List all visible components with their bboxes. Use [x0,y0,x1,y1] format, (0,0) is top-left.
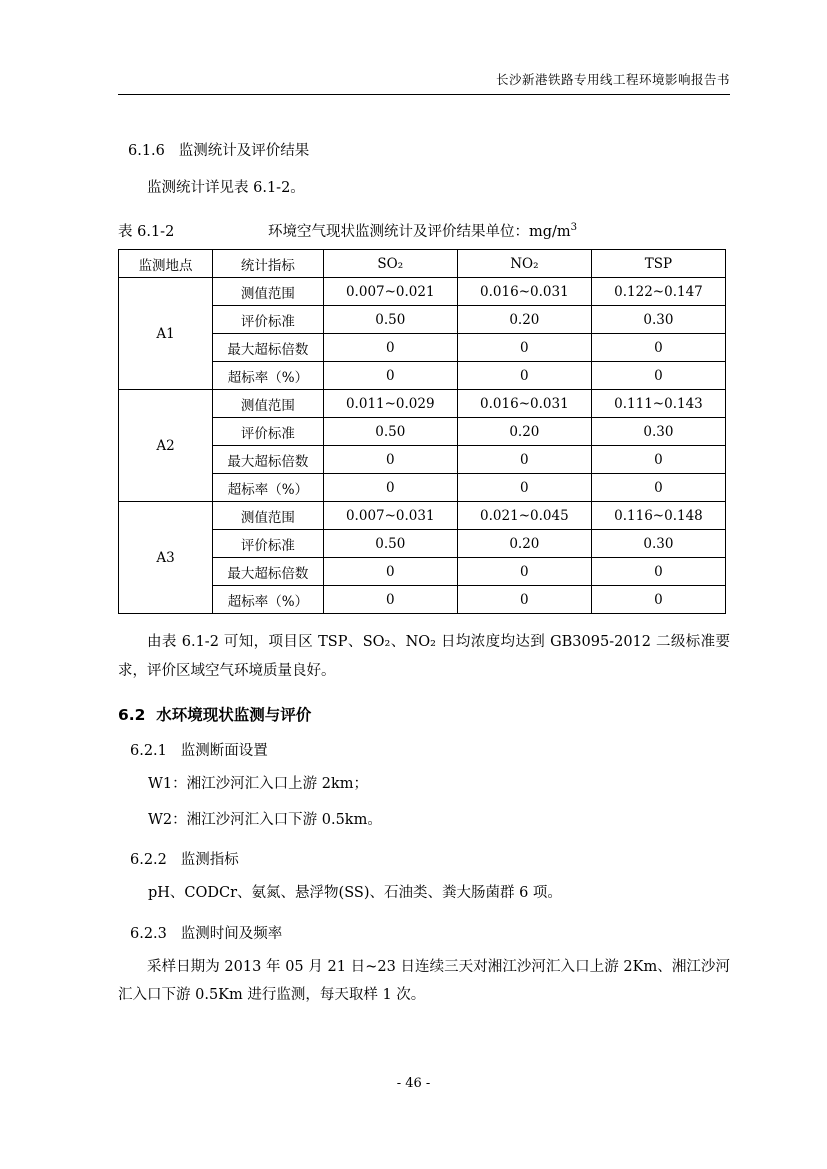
cell-tsp: 0 [591,334,725,362]
cell-so2: 0 [323,558,457,586]
page-footer [0,1076,827,1091]
section-heading-6-2-1 [130,739,730,760]
header-divider [118,94,730,95]
section-title: 监测断面设置 [180,742,268,759]
cell-no2: 0 [457,362,591,390]
page-content [118,70,730,1017]
cell-tsp: 0.30 [591,418,725,446]
section-title: 监测时间及频率 [180,925,283,942]
th-index: 统计指标 [213,250,324,278]
cell-no2: 0 [457,474,591,502]
section-number: 6.2.3 [130,925,167,942]
section-number: 6.1.6 [128,143,165,159]
cell-tsp: 0.30 [591,530,725,558]
air-quality-table [118,249,726,614]
cell-site: A3 [119,502,213,614]
cell-tsp: 0 [591,446,725,474]
cell-no2: 0 [457,334,591,362]
cell-index: 最大超标倍数 [213,334,324,362]
cell-index: 评价标准 [213,418,324,446]
section-number: 6.2 [118,705,146,724]
cell-tsp: 0 [591,558,725,586]
cell-so2: 0 [323,586,457,614]
cell-no2: 0.20 [457,306,591,334]
paragraph-monitoring-stats: 监测统计详见表 6.1-2。 [147,180,305,196]
section-title: 监测指标 [180,852,239,869]
cell-index: 最大超标倍数 [213,446,324,474]
cell-index: 评价标准 [213,530,324,558]
cell-no2: 0.021~0.045 [457,502,591,530]
paragraph-w2: W2：湘江沙河汇入口下游 0.5km。 [148,812,382,829]
cell-no2: 0.20 [457,530,591,558]
section-title: 水环境现状监测与评价 [156,705,312,724]
cell-index: 测值范围 [213,278,324,306]
cell-index: 最大超标倍数 [213,558,324,586]
table-row [119,502,726,530]
cell-so2: 0.007~0.031 [323,502,457,530]
cell-tsp: 0 [591,474,725,502]
table-label: 表 6.1-2 [118,224,175,241]
running-header: 长沙新港铁路专用线工程环境影响报告书 [495,72,730,87]
cell-site: A1 [119,278,213,390]
cell-so2: 0.007~0.021 [323,278,457,306]
th-so2: SO₂ [323,250,457,278]
cell-no2: 0.016~0.031 [457,390,591,418]
th-tsp: TSP [591,250,725,278]
cell-index: 测值范围 [213,502,324,530]
paragraph-monitoring-indices: pH、CODCr、氨氮、悬浮物(SS)、石油类、粪大肠菌群 6 项。 [148,885,562,902]
table-header-row [119,250,726,278]
cell-tsp: 0.111~0.143 [591,390,725,418]
cell-no2: 0.016~0.031 [457,278,591,306]
cell-no2: 0 [457,558,591,586]
cell-so2: 0.50 [323,530,457,558]
section-number: 6.2.2 [130,852,167,869]
cell-no2: 0 [457,586,591,614]
cell-index: 测值范围 [213,390,324,418]
cell-so2: 0.011~0.029 [323,390,457,418]
cell-tsp: 0 [591,362,725,390]
cell-so2: 0 [323,334,457,362]
cell-no2: 0 [457,446,591,474]
cell-no2: 0.20 [457,418,591,446]
section-heading-6-2-2 [130,848,730,869]
cell-index: 评价标准 [213,306,324,334]
cell-so2: 0 [323,362,457,390]
table-caption [118,220,730,241]
paragraph-conclusion: 由表 6.1-2 可知，项目区 TSP、SO₂、NO₂ 日均浓度均达到 GB3095-2012 二级标准要求，评价区域空气环境质量良好。 [118,634,730,679]
cell-tsp: 0.30 [591,306,725,334]
cell-index: 超标率（%） [213,474,324,502]
section-title: 监测统计及评价结果 [178,143,310,159]
cell-tsp: 0.122~0.147 [591,278,725,306]
section-heading-6-1-6 [128,139,730,160]
cell-tsp: 0.116~0.148 [591,502,725,530]
cell-so2: 0 [323,474,457,502]
page-number: - 46 - [396,1076,431,1091]
table-title-text: 环境空气现状监测统计及评价结果单位：mg/m [268,224,571,241]
paragraph-w1: W1：湘江沙河汇入口上游 2km； [148,775,368,792]
paragraph-sampling-time: 采样日期为 2013 年 05 月 21 日~23 日连续三天对湘江沙河汇入口上游 2Km、湘江沙河汇入口下游 0.5Km 进行监测，每天取样 1 次。 [118,958,730,1003]
section-number: 6.2.1 [130,742,167,759]
table-title [268,220,577,241]
table-row [119,278,726,306]
cell-so2: 0.50 [323,418,457,446]
section-heading-6-2 [118,703,730,725]
section-heading-6-2-3 [130,922,730,943]
cell-so2: 0 [323,446,457,474]
cell-site: A2 [119,390,213,502]
cell-so2: 0.50 [323,306,457,334]
th-no2: NO₂ [457,250,591,278]
table-title-superscript: 3 [570,222,578,234]
th-site: 监测地点 [119,250,213,278]
table-row [119,390,726,418]
cell-index: 超标率（%） [213,362,324,390]
cell-index: 超标率（%） [213,586,324,614]
cell-tsp: 0 [591,586,725,614]
